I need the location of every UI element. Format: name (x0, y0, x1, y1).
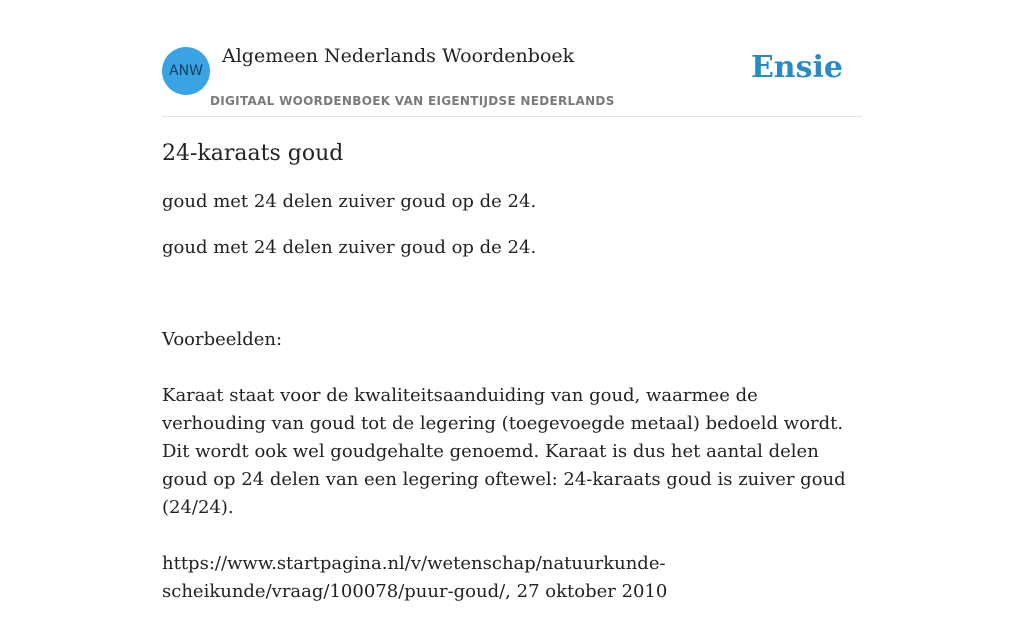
site-header (162, 0, 862, 117)
entry-content (162, 138, 867, 634)
examples-label: Voorbeelden: (162, 329, 283, 350)
example-text: Karaat staat voor de kwaliteitsaanduiding van goud, waarmee de verhouding van goud tot de legering (toegevoegde metaal) bedoeld wordt. Dit wordt ook wel goudgehalte genoemd. Karaat is dus het aantal delen goud op 24 delen van een legering oftewel: 24-karaats goud is zuiver goud (24/24). (162, 385, 846, 518)
dictionary-title[interactable]: Algemeen Nederlands Woordenboek (222, 45, 575, 67)
example-source: https://www.startpagina.nl/v/wetenschap/natuurkunde-scheikunde/vraag/100078/puur-goud/, 27 oktober 2010 (162, 553, 668, 602)
anw-logo[interactable]: ANW (162, 47, 210, 95)
definition: goud met 24 delen zuiver goud op de 24. (162, 237, 537, 258)
dictionary-subtitle: DIGITAAL WOORDENBOEK VAN EIGENTIJDSE NEDERLANDS (210, 94, 615, 108)
entry-title: 24-karaats goud (162, 141, 344, 166)
definition: goud met 24 delen zuiver goud op de 24. (162, 191, 537, 212)
ensie-brand-logo[interactable]: Ensie (750, 50, 843, 85)
examples-block (162, 298, 867, 634)
